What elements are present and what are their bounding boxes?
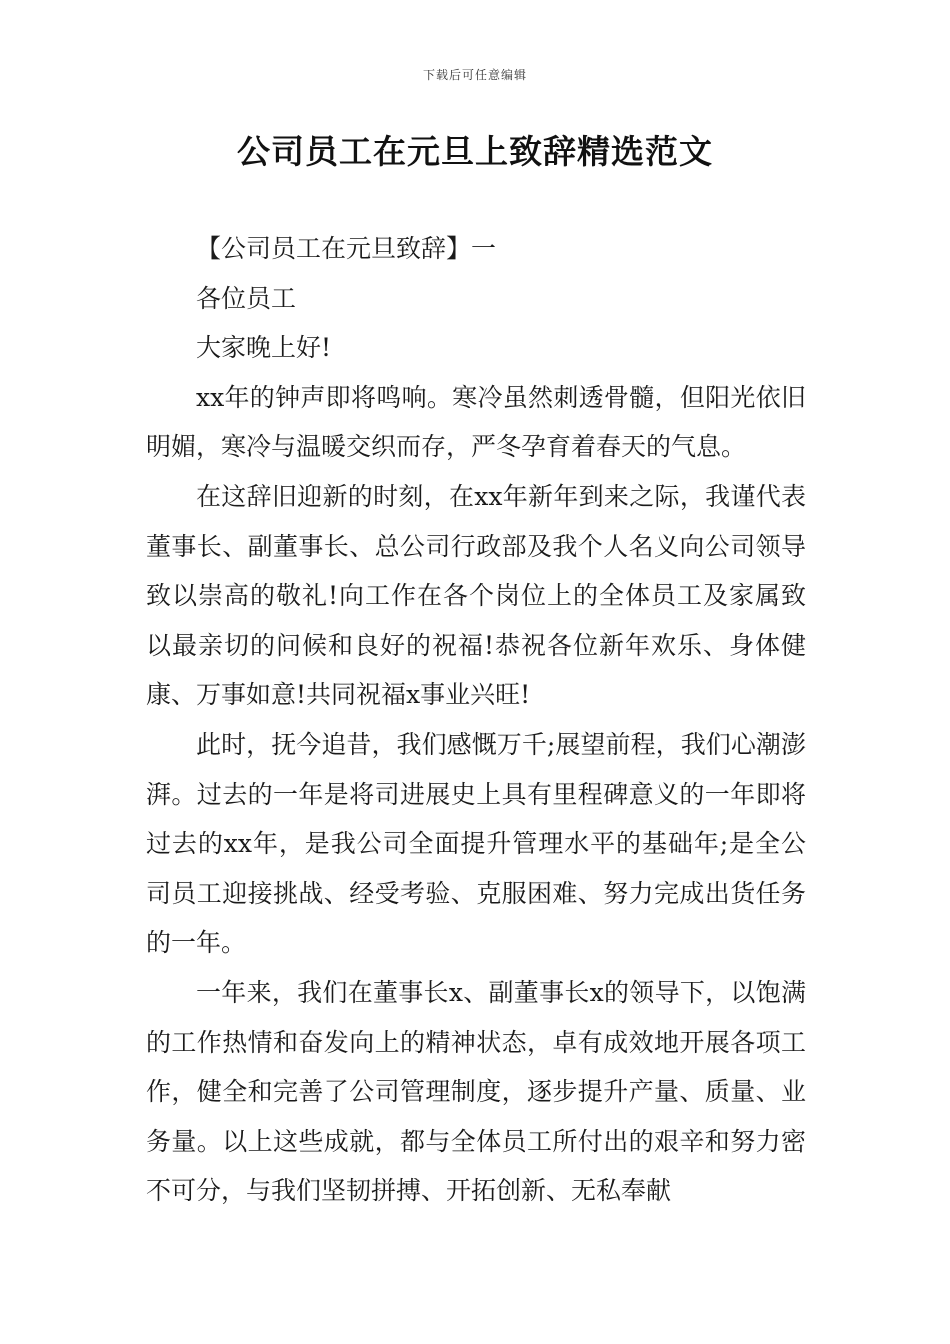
paragraph: 此时，抚今追昔，我们感慨万千;展望前程，我们心潮澎湃。过去的一年是将司进展史上具有里程碑意义的一年即将过去的xx年，是我公司全面提升管理水平的基础年;是全公司员工迎接挑战、经受考验、克服困难、努力完成出货任务的一年。 xyxy=(146,729,806,958)
paragraph-salutation: 各位员工 xyxy=(196,283,297,313)
paragraph: 一年来，我们在董事长x、副董事长x的领导下，以饱满的工作热情和奋发向上的精神状态，卓有成效地开展各项工作，健全和完善了公司管理制度，逐步提升产量、质量、业务量。以上这些成就，都与全体员工所付出的艰辛和努力密不可分，与我们坚韧拼搏、开拓创新、无私奉献 xyxy=(146,977,806,1206)
document-body xyxy=(146,224,806,1216)
paragraph: 在这辞旧迎新的时刻，在xx年新年到来之际，我谨代表董事长、副董事长、总公司行政部及我个人名义向公司领导致以崇高的敬礼!向工作在各个岗位上的全体员工及家属致以最亲切的问候和良好的祝福!恭祝各位新年欢乐、身体健康、万事如意!共同祝福x事业兴旺! xyxy=(146,481,806,710)
document-title: 公司员工在元旦上致辞精选范文 xyxy=(237,132,713,171)
paragraph-section-heading: 【公司员工在元旦致辞】一 xyxy=(196,234,497,263)
paragraph: xx年的钟声即将鸣响。寒冷虽然刺透骨髓，但阳光依旧明媚，寒冷与温暖交织而存，严冬孕育着春天的气息。 xyxy=(146,382,806,462)
header-note: 下载后可任意编辑 xyxy=(422,68,527,82)
paragraph-greeting: 大家晚上好! xyxy=(196,333,332,363)
